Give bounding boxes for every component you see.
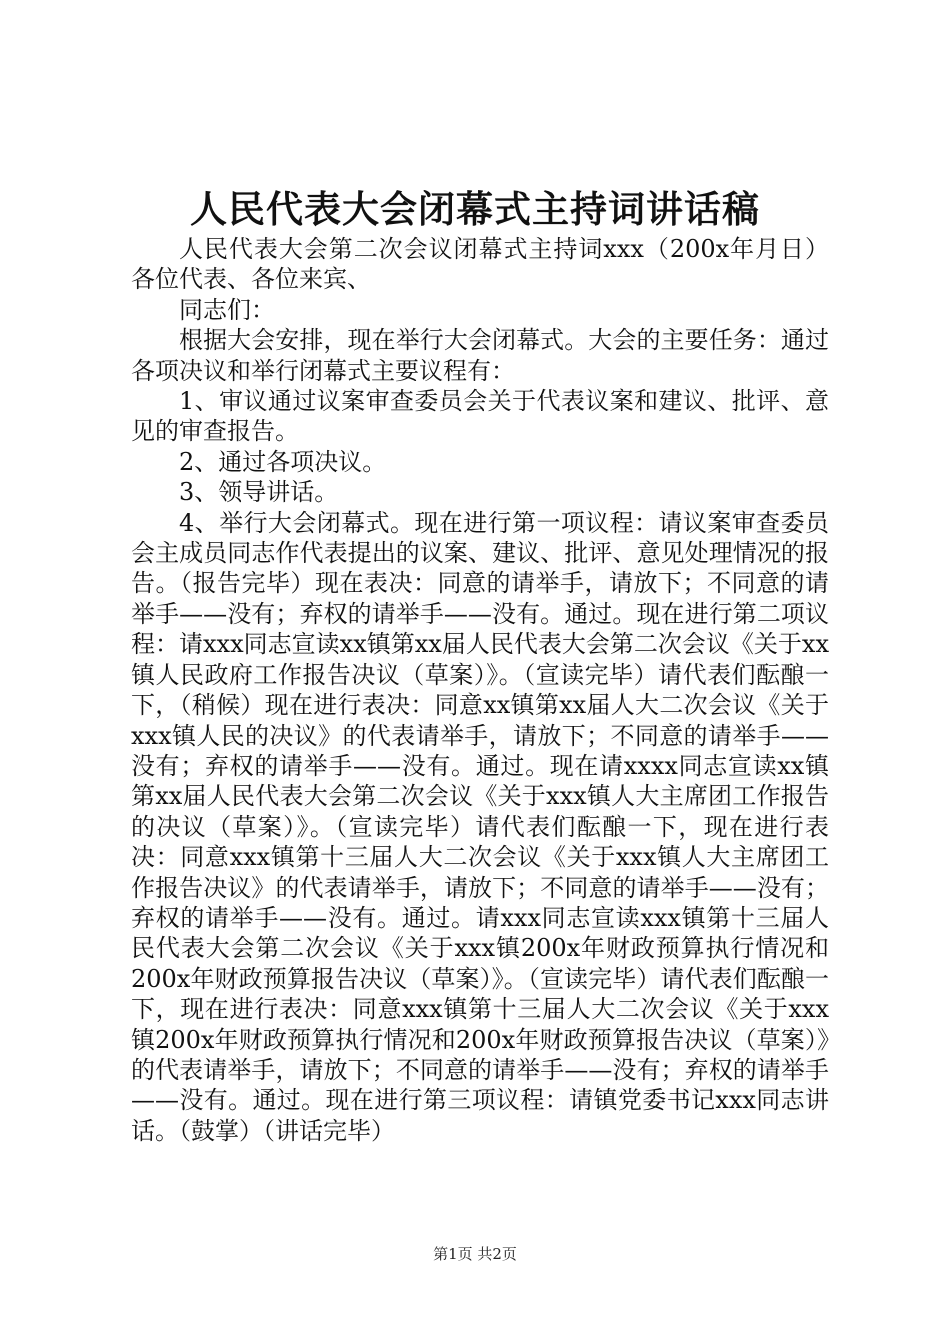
document-title: 人民代表大会闭幕式主持词讲话稿: [190, 188, 760, 231]
document-body: [131, 234, 829, 1146]
paragraph-agenda-item-4: 4、举行大会闭幕式。现在进行第一项议程：请议案审查委员会主成员同志作代表提出的议案、建议、批评、意见处理情况的报告。（报告完毕）现在表决：同意的请举手，请放下；不同意的请举手——没有；弃权的请举手——没有。通过。现在进行第二项议程：请xxx同志宣读xx镇第xx届人民代表大会第二次会议《关于xx镇人民政府工作报告决议（草案）》。（宣读完毕）请代表们酝酿一下，（稍候）现在进行表决：同意xx镇第xx届人大二次会议《关于xxx镇人民的决议》的代表请举手，请放下；不同意的请举手——没有；弃权的请举手——没有。通过。现在请xxxx同志宣读xx镇第xx届人民代表大会第二次会议《关于xxx镇人大主席团工作报告的决议（草案）》。（宣读完毕）请代表们酝酿一下，现在进行表决：同意xxx镇第十三届人大二次会议《关于xxx镇人大主席团工作报告决议》的代表请举手，请放下；不同意的请举手——没有；弃权的请举手——没有。通过。请xxx同志宣读xxx镇第十三届人民代表大会第二次会议《关于xxx镇200x年财政预算执行情况和200x年财政预算报告决议（草案）》。（宣读完毕）请代表们酝酿一下，现在进行表决：同意xxx镇第十三届人大二次会议《关于xxx镇200x年财政预算执行情况和200x年财政预算报告决议（草案）》的代表请举手，请放下；不同意的请举手——没有；弃权的请举手——没有。通过。现在进行第三项议程：请镇党委书记xxx同志讲话。（鼓掌）（讲话完毕）: [131, 508, 829, 1145]
paragraph-greeting: 同志们：: [179, 295, 275, 324]
paragraph-agenda-item-1: 1、审议通过议案审查委员会关于代表议案和建议、批评、意见的审查报告。: [131, 387, 829, 446]
paragraph-agenda-item-2: 2、通过各项决议。: [179, 447, 387, 476]
page-number-footer: 第1页 共2页: [433, 1245, 517, 1263]
paragraph-agenda-item-3: 3、领导讲话。: [179, 478, 339, 507]
paragraph-opening: 人民代表大会第二次会议闭幕式主持词xxx（200x年月日）各位代表、各位来宾、: [131, 235, 829, 294]
paragraph-agenda-intro: 根据大会安排，现在举行大会闭幕式。大会的主要任务：通过各项决议和举行闭幕式主要议程有：: [131, 326, 829, 385]
